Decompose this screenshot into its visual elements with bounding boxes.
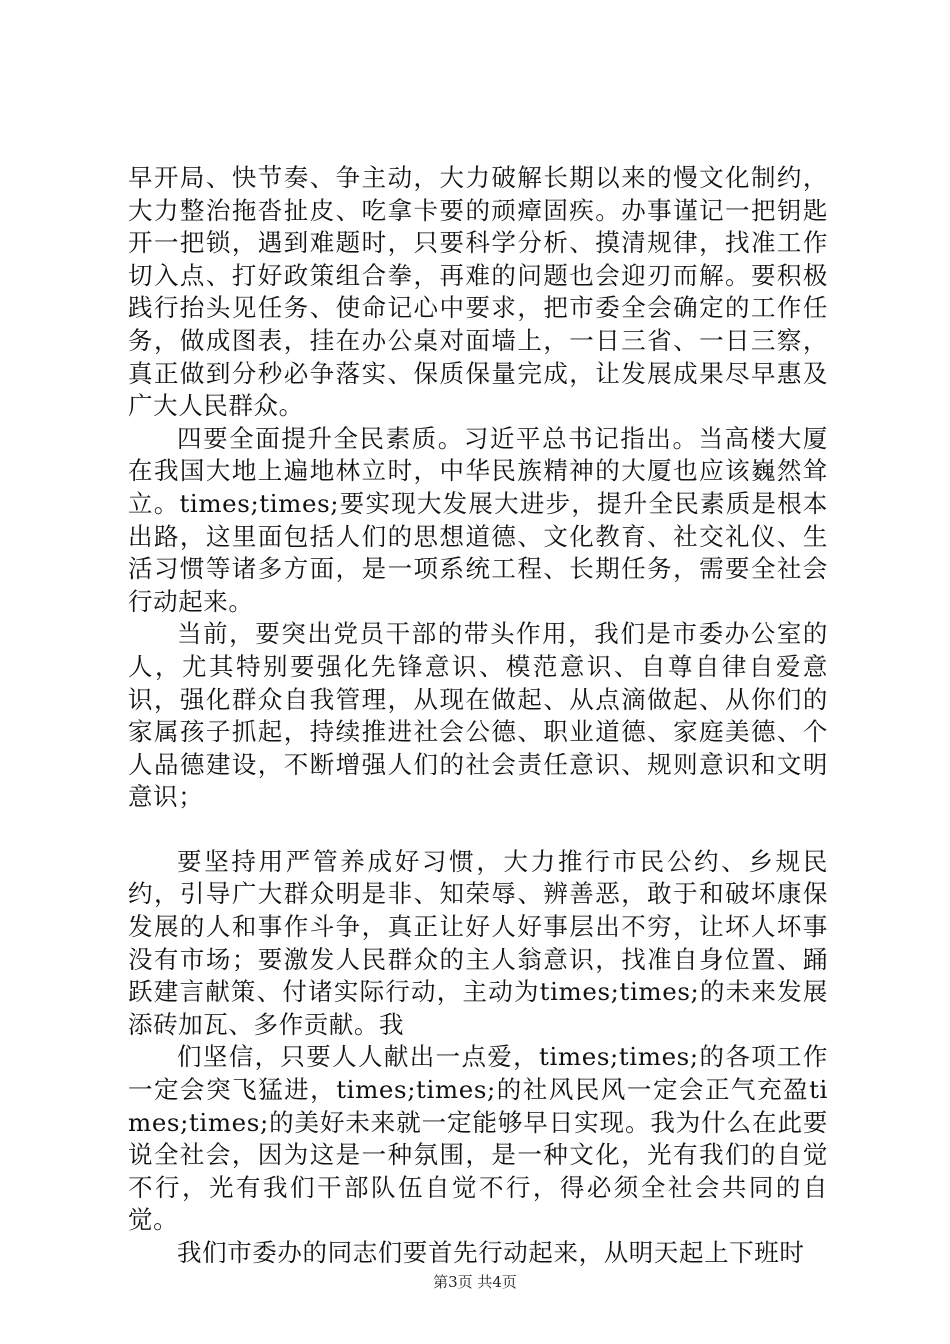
paragraph-2: 四要全面提升全民素质。习近平总书记指出。当高楼大厦在我国大地上遍地林立时，中华民族精神的大厦也应该巍然耸立。times;times;要实现大发展大进步，提升全民素质是根本出路，这里面包括人们的思想道德、文化教育、社交礼仪、生活习惯等诸多方面，是一项系统工程、长期任务，需要全社会行动起来。 [128, 423, 828, 616]
page-footer: 第3页 共4页 [433, 1273, 517, 1291]
document-body [128, 162, 828, 1270]
paragraph-6: 我们市委办的同志们要首先行动起来，从明天起上下班时 [177, 1238, 805, 1267]
paragraph-4: 要坚持用严管养成好习惯，大力推行市民公约、乡规民约，引导广大群众明是非、知荣辱、辨善恶，敢于和破坏康保发展的人和事作斗争，真正让好人好事层出不穷，让坏人坏事没有市场；要激发人民群众的主人翁意识，找准自身位置、踊跃建言献策、付诸实际行动，主动为times;times;的未来发展添砖加瓦、多作贡献。我 [128, 846, 828, 1039]
paragraph-1: 早开局、快节奏、争主动，大力破解长期以来的慢文化制约，大力整治拖沓扯皮、吃拿卡要的顽瘴固疾。办事谨记一把钥匙开一把锁，遇到难题时，只要科学分析、摸清规律，找准工作切入点、打好政策组合拳，再难的问题也会迎刃而解。要积极践行抬头见任务、使命记心中要求，把市委全会确定的工作任务，做成图表，挂在办公桌对面墙上，一日三省、一日三察，真正做到分秒必争落实、保质保量完成，让发展成果尽早惠及广大人民群众。 [128, 163, 828, 421]
paragraph-gap [128, 814, 828, 846]
paragraph-3: 当前，要突出党员干部的带头作用，我们是市委办公室的人，尤其特别要强化先锋意识、模范意识、自尊自律自爱意识，强化群众自我管理，从现在做起、从点滴做起、从你们的家属孩子抓起，持续推进社会公德、职业道德、家庭美德、个人品德建设，不断增强人们的社会责任意识、规则意识和文明意识； [128, 619, 828, 812]
paragraph-5: 们坚信，只要人人献出一点爱，times;times;的各项工作一定会突飞猛进，times;times;的社风民风一定会正气充盈times;times;的美好未来就一定能够早日实现。我为什么在此要说全社会，因为这是一种氛围，是一种文化，光有我们的自觉不行，光有我们干部队伍自觉不行，得必须全社会共同的自觉。 [128, 1042, 828, 1235]
